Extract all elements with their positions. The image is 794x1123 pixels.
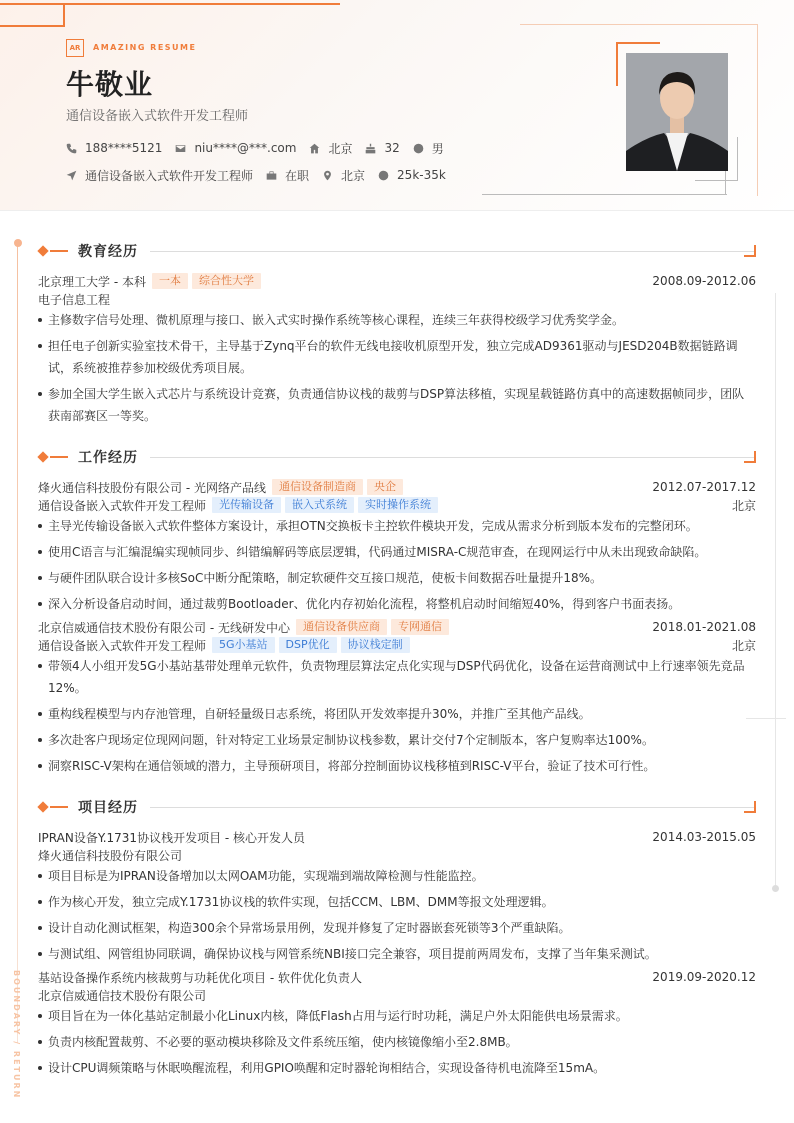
decorative-line xyxy=(482,194,727,195)
home-info xyxy=(309,139,352,157)
job-role-line xyxy=(38,637,756,653)
job-company-line xyxy=(38,619,756,635)
company-tag: 专网通信 xyxy=(391,619,449,635)
cake-icon xyxy=(365,143,376,154)
project-bullet: 项目目标是为IPRAN设备增加以太网OAM功能，实现端到端故障检测与性能监控。 xyxy=(38,865,750,887)
candidate-name: 牛敬业 xyxy=(66,68,154,101)
contact-row xyxy=(66,139,457,157)
right-rail-line xyxy=(775,293,776,889)
job-bullet: 主导光传输设备嵌入式软件整体方案设计，承担OTN交换板卡主控软件模块开发，完成从需求分析到版本发布的完整闭环。 xyxy=(38,515,750,537)
corner-icon xyxy=(744,245,756,257)
role-tag: 实时操作系统 xyxy=(358,497,438,513)
home-icon xyxy=(309,143,320,154)
mail-icon xyxy=(175,143,186,154)
project-org-line xyxy=(38,847,756,863)
project-bullet: 项目旨在为一体化基站定制最小化Linux内核，降低Flash占用与运行时功耗，满足户外太阳能供电场景需求。 xyxy=(38,1005,750,1027)
corner-icon xyxy=(744,801,756,813)
role-tag: 5G小基站 xyxy=(212,637,275,653)
location-icon xyxy=(322,170,333,181)
city-text: 北京 xyxy=(341,168,366,183)
diamond-icon xyxy=(37,801,48,812)
decorative-line xyxy=(746,718,786,719)
age-info xyxy=(365,139,399,157)
job-role: 通信设备嵌入式软件开发工程师 xyxy=(38,638,207,653)
job-date: 2018.01-2021.08 xyxy=(652,620,756,634)
section-divider xyxy=(150,457,756,458)
email-info xyxy=(175,139,296,157)
age-text: 32 xyxy=(384,141,400,155)
project-bullet: 作为核心开发，独立完成Y.1731协议栈的软件实现，包括CCM、LBM、DMM等报文处理逻辑。 xyxy=(38,891,750,913)
section-title: 工作经历 xyxy=(78,450,138,466)
job-date: 2012.07-2017.12 xyxy=(652,480,756,494)
section-divider xyxy=(150,807,756,808)
education-bullet: 担任电子创新实验室技术骨干，主导基于Zynq平台的软件无线电接收机原型开发，独立完成AD9361驱动与JESD204B数据链路调试，系统被推荐参加校级优秀项目展。 xyxy=(38,335,750,379)
email-text: niu****@***.com xyxy=(194,141,297,155)
job-bullet: 使用C语言与汇编混编实现帧同步、纠错编解码等底层逻辑，代码通过MISRA-C规范审查，在现网运行中从未出现致命缺陷。 xyxy=(38,541,750,563)
project-bullet: 设计CPU调频策略与休眠唤醒流程，利用GPIO唤醒和定时器轮询相结合，实现设备待机电流降至15mA。 xyxy=(38,1057,750,1079)
project-name-line xyxy=(38,969,756,985)
job-bullet: 洞察RISC-V架构在通信领域的潜力，主导预研项目，将部分控制面协议栈移植到RISC-V平台，验证了技术可行性。 xyxy=(38,755,750,777)
home-text: 北京 xyxy=(328,141,353,156)
project-name-line xyxy=(38,829,756,845)
education-bullet: 主修数字信号处理、微机原理与接口、嵌入式实时操作系统等核心课程，连续三年获得校级学习优秀奖学金。 xyxy=(38,309,750,331)
send-icon xyxy=(66,170,77,181)
job-bullet: 与硬件团队联合设计多核SoC中断分配策略，制定软硬件交互接口规范，使板卡间数据吞吐量提升18%。 xyxy=(38,567,750,589)
education-entry-header xyxy=(38,273,756,289)
left-rail-dot xyxy=(14,239,22,247)
decorative-dash xyxy=(50,250,68,252)
project-bullet: 负责内核配置裁剪、不必要的驱动模块移除及文件系统压缩，使内核镜像缩小至2.8MB。 xyxy=(38,1031,750,1053)
decorative-line xyxy=(63,3,65,27)
education-major-line xyxy=(38,291,756,307)
company-tag: 通信设备供应商 xyxy=(296,619,387,635)
job-intent-row xyxy=(66,166,459,184)
section-title: 教育经历 xyxy=(78,244,138,260)
job-role-line xyxy=(38,497,756,513)
job-city: 北京 xyxy=(731,498,756,513)
salary-icon xyxy=(378,170,389,181)
education-section-header xyxy=(38,243,756,259)
briefcase-icon xyxy=(266,170,277,181)
school-tag: 综合性大学 xyxy=(192,273,261,289)
left-rail-line xyxy=(17,243,18,1043)
diamond-icon xyxy=(37,245,48,256)
section-title: 项目经历 xyxy=(78,800,138,816)
school-name: 北京理工大学 - 本科 xyxy=(38,274,146,289)
project-bullet: 设计自动化测试框架，构造300余个异常场景用例，发现并修复了定时器嵌套死锁等3个严重缺陷。 xyxy=(38,917,750,939)
project-date: 2019.09-2020.12 xyxy=(652,970,756,984)
education-bullet: 参加全国大学生嵌入式芯片与系统设计竞赛，负责通信协议栈的裁剪与DSP算法移植，实现星载链路仿真中的高速数据帧同步，团队获南部赛区一等奖。 xyxy=(38,383,750,427)
rail-text: BOUNDARY / RETURN xyxy=(12,970,21,1100)
job-bullet: 深入分析设备启动时间，通过裁剪Bootloader、优化内存初始化流程，将整机启动时间缩短40%，得到客户书面表扬。 xyxy=(38,593,750,615)
project-name: 基站设备操作系统内核裁剪与功耗优化项目 - 软件优化负责人 xyxy=(38,970,362,985)
role-tag: 嵌入式系统 xyxy=(285,497,354,513)
job-bullet: 多次赴客户现场定位现网问题，针对特定工业场景定制协议栈参数，累计交付7个定制版本，客户复购率达100%。 xyxy=(38,729,750,751)
profile-photo xyxy=(626,53,728,171)
school-tag: 一本 xyxy=(152,273,188,289)
section-divider xyxy=(150,251,756,252)
role-tag: 协议栈定制 xyxy=(341,637,410,653)
decorative-dash xyxy=(50,806,68,808)
phone-info xyxy=(66,139,162,157)
gender-info xyxy=(413,139,444,157)
job-company-line xyxy=(38,479,756,495)
education-date: 2008.09-2012.06 xyxy=(652,274,756,288)
role-tag: 光传输设备 xyxy=(212,497,281,513)
project-name: IPRAN设备Y.1731协议栈开发项目 - 核心开发人员 xyxy=(38,830,306,845)
job-bullet: 重构线程模型与内存池管理，自研轻量级日志系统，将团队开发效率提升30%，并推广至其他产品线。 xyxy=(38,703,750,725)
status-info xyxy=(266,166,309,184)
phone-icon xyxy=(66,143,77,154)
intent-text: 通信设备嵌入式软件开发工程师 xyxy=(85,168,254,183)
major: 电子信息工程 xyxy=(38,292,111,307)
right-rail-dot xyxy=(772,885,779,892)
job-role: 通信设备嵌入式软件开发工程师 xyxy=(38,498,207,513)
work-section-header xyxy=(38,449,756,465)
projects-section-header xyxy=(38,799,756,815)
project-org: 北京信威通信技术股份有限公司 xyxy=(38,988,207,1003)
phone-text: 188****5121 xyxy=(85,141,163,155)
project-org: 烽火通信科技股份有限公司 xyxy=(38,848,183,863)
decorative-dash xyxy=(50,456,68,458)
gender-text: 男 xyxy=(431,141,444,156)
project-bullet: 与测试组、网管组协同联调，确保协议栈与网管系统NBI接口完全兼容，项目提前两周发布，支撑了当年集采测试。 xyxy=(38,943,750,965)
gender-icon xyxy=(413,143,424,154)
portrait-illustration xyxy=(626,53,728,171)
diamond-icon xyxy=(37,451,48,462)
company-name: 北京信威通信技术股份有限公司 - 无线研发中心 xyxy=(38,620,290,635)
salary-text: 25k-35k xyxy=(397,168,446,182)
company-name: 烽火通信科技股份有限公司 - 光网络产品线 xyxy=(38,480,266,495)
resume-header xyxy=(0,0,794,211)
status-text: 在职 xyxy=(285,168,310,183)
company-tag: 通信设备制造商 xyxy=(272,479,363,495)
salary-info xyxy=(378,166,446,184)
candidate-title: 通信设备嵌入式软件开发工程师 xyxy=(66,109,249,124)
role-tag: DSP优化 xyxy=(279,637,337,653)
decorative-line xyxy=(0,3,340,5)
city-info xyxy=(322,166,365,184)
job-city: 北京 xyxy=(731,638,756,653)
company-tag: 央企 xyxy=(367,479,403,495)
project-date: 2014.03-2015.05 xyxy=(652,830,756,844)
brand-text: AMAZING RESUME xyxy=(93,43,197,52)
decorative-line xyxy=(695,180,738,181)
corner-icon xyxy=(744,451,756,463)
decorative-line xyxy=(737,137,738,181)
intent-info xyxy=(66,166,253,184)
project-org-line xyxy=(38,987,756,1003)
decorative-line xyxy=(0,25,64,27)
job-bullet: 带领4人小组开发5G小基站基带处理单元软件，负责物理层算法定点化实现与DSP代码优化，设备在运营商测试中上行速率领先竞品12%。 xyxy=(38,655,750,699)
brand-badge: AR xyxy=(66,39,84,57)
